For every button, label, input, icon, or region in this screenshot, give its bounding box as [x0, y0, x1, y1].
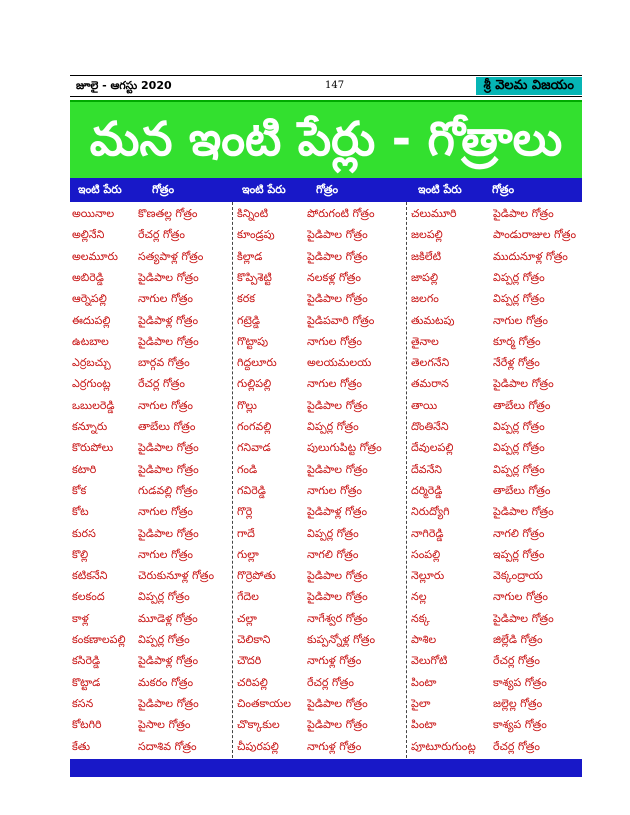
- table-row: [70, 268, 232, 288]
- table-row: [233, 438, 407, 458]
- gotram: నేరేళ్ల గోత్రం: [493, 356, 540, 370]
- gotram: కాశ్యప గోత్రం: [493, 718, 547, 732]
- gotram: నాగుల గోత్రం: [307, 377, 362, 391]
- table-row: [70, 396, 232, 416]
- gotram: పైడిపాల గోత్రం: [307, 718, 368, 732]
- table-row: [70, 587, 232, 607]
- table-row: [233, 332, 407, 352]
- table-row: [70, 630, 232, 650]
- gotram: నాగుల గోత్రం: [307, 334, 362, 348]
- surname: సంపల్లి: [411, 547, 441, 561]
- table-row: [407, 715, 583, 735]
- surname: కసిరెడ్డి: [72, 654, 101, 668]
- surname: పింటా: [411, 675, 437, 689]
- gotram: పైడిపాల గోత్రం: [493, 207, 554, 220]
- surname: తైనాల: [411, 334, 439, 348]
- page-number: 147: [325, 80, 345, 91]
- gotram: నాగేశ్వర గోత్రం: [307, 611, 368, 625]
- surname: గొర్రెపోతు: [237, 569, 276, 583]
- gotram: నాగుల గోత్రం: [138, 547, 193, 561]
- gotram: పైడిపాల గోత్రం: [493, 505, 554, 519]
- surname: తెలగనేని: [411, 356, 450, 370]
- table-row: [70, 247, 232, 267]
- gotram: పైడిపాల గోత్రం: [138, 334, 199, 348]
- column-header-name-1: ఇంటి పేరు: [78, 183, 122, 196]
- surname: ఎర్రగుంట్ల: [72, 377, 111, 391]
- table-row: [407, 289, 583, 309]
- table-row: [233, 481, 407, 501]
- table-row: [70, 289, 232, 309]
- surname: దర్మిరెడ్డి: [411, 483, 443, 497]
- gotram: నాగుల గోత్రం: [138, 505, 193, 519]
- table-row: [233, 460, 407, 480]
- surname: చొక్కాకుల: [237, 718, 280, 732]
- surname: పాశిల: [411, 633, 437, 646]
- table-row: [407, 545, 583, 565]
- table-header-bar: [70, 178, 582, 202]
- magazine-name: శ్రీ వెలమ విజయం: [476, 77, 582, 95]
- gotram: బార్గవ గోత్రం: [138, 356, 190, 370]
- surname: అయినాల: [72, 207, 115, 220]
- gotram: సదాశివ గోత్రం: [138, 739, 197, 753]
- surname: పింటా: [411, 718, 437, 732]
- table-row: [233, 630, 407, 650]
- table-row: [70, 417, 232, 437]
- table-row: [233, 247, 407, 267]
- surname: చరిపల్లి: [237, 675, 268, 689]
- surname: పైలా: [411, 696, 431, 710]
- gotram: విప్పర్ల గోత్రం: [138, 590, 190, 604]
- surname: కాళ్ల: [72, 611, 89, 625]
- table-row: [233, 311, 407, 331]
- table-row: [70, 545, 232, 565]
- surname: కురస: [72, 526, 96, 540]
- gotram: విప్పర్ల గోత్రం: [307, 420, 359, 433]
- surname: ఆర్నెపల్లి: [72, 292, 107, 306]
- surname: గేదెల: [237, 590, 259, 604]
- table-row: [70, 481, 232, 501]
- table-row: [70, 737, 232, 757]
- gotram: నాగుల గోత్రం: [307, 483, 362, 497]
- gotram: పైడిపాల గోత్రం: [138, 441, 199, 455]
- surname: గొర్లె: [237, 505, 253, 519]
- gotram: నాగలి గోత్రం: [493, 526, 545, 540]
- surname: జలపల్లి: [411, 228, 443, 242]
- table-row: [233, 204, 407, 224]
- column-header-gotram-2: గోత్రం: [316, 183, 339, 196]
- surname: తాయి: [411, 398, 438, 412]
- table-row: [407, 481, 583, 501]
- gotram: పైడిపాల గోత్రం: [493, 377, 554, 391]
- table-row: [407, 460, 583, 480]
- table-row: [70, 460, 232, 480]
- surname: నిరుద్యోగి: [411, 505, 450, 519]
- surname: కొరుపోలు: [72, 441, 114, 455]
- gotram: నాగుల గోత్రం: [493, 313, 548, 327]
- footer-bar: [70, 759, 582, 777]
- surname: కేతు: [72, 739, 91, 753]
- table-row: [407, 225, 583, 245]
- surname: కూండ్రపు: [237, 228, 275, 242]
- table-row: [70, 694, 232, 714]
- gotram: పైడిపాల గోత్రం: [307, 462, 368, 476]
- table-row: [70, 353, 232, 373]
- gotram: పైడిపాల గోత్రం: [307, 590, 368, 604]
- table-row: [233, 715, 407, 735]
- table-row: [233, 502, 407, 522]
- table-row: [70, 438, 232, 458]
- table-row: [70, 225, 232, 245]
- gotram: పైడిపాళ్ల గోత్రం: [138, 654, 199, 668]
- surname: కొప్పిశెట్టి: [237, 270, 272, 284]
- table-row: [70, 566, 232, 586]
- gotram: ముదునూళ్ల గోత్రం: [493, 249, 568, 263]
- surname: గుల్లా: [237, 547, 259, 561]
- gotram: పైడిపాల గోత్రం: [138, 696, 199, 710]
- surname: కోక: [72, 483, 87, 497]
- surname: అలమూరు: [72, 249, 118, 263]
- gotram: పోరుగంటి గోత్రం: [307, 207, 375, 220]
- table-row: [407, 396, 583, 416]
- gotram: మూడెళ్ల గోత్రం: [138, 611, 198, 625]
- surname: జలగం: [411, 292, 439, 306]
- table-row: [407, 694, 583, 714]
- surname: గాదే: [237, 526, 255, 540]
- gotram: పులుగుపిట్ట గోత్రం: [307, 441, 382, 455]
- gotram: పైడిపాళ్ల గోత్రం: [307, 505, 368, 519]
- surname-gotram-table: [70, 202, 582, 758]
- column-header-gotram-3: గోత్రం: [492, 183, 515, 196]
- table-row: [233, 417, 407, 437]
- surname: చెలికాని: [237, 633, 271, 646]
- table-row: [233, 268, 407, 288]
- surname: అబిరెడ్డి: [72, 270, 104, 284]
- gotram: కుప్పన్నోళ్ల గోత్రం: [307, 633, 376, 646]
- gotram: నాగుళ్ల గోత్రం: [307, 739, 362, 753]
- gotram: రేచర్ల గోత్రం: [138, 377, 185, 391]
- table-column-3: [406, 202, 583, 758]
- surname: కటారి: [72, 462, 97, 476]
- surname: గుల్లిపల్లి: [237, 377, 272, 391]
- table-row: [407, 651, 583, 671]
- surname: చీపురపల్లి: [237, 739, 279, 753]
- surname: కొట్టాడ: [72, 675, 101, 689]
- surname: ఒబులరెడ్డి: [72, 398, 115, 412]
- gotram: పైసాల గోత్రం: [138, 718, 191, 732]
- gotram: గుడవల్లి గోత్రం: [138, 483, 198, 497]
- table-row: [407, 737, 583, 757]
- surname: పూటూరుగుంట్ల: [411, 739, 476, 753]
- surname: కిల్లాడ: [237, 249, 263, 263]
- surname: దేవనేని: [411, 462, 443, 476]
- gotram: విప్పర్ల గోత్రం: [493, 441, 545, 455]
- gotram: ఇప్పర్ల గోత్రం: [493, 547, 545, 561]
- surname: నెల్లూరు: [411, 569, 445, 583]
- table-row: [407, 353, 583, 373]
- table-row: [407, 524, 583, 544]
- table-row: [407, 247, 583, 267]
- gotram: విప్పర్ల గోత్రం: [493, 292, 545, 306]
- surname: గొల్లు: [237, 398, 257, 412]
- surname: కటికనేని: [72, 569, 108, 583]
- surname: గంగవల్లి: [237, 420, 272, 433]
- table-row: [233, 609, 407, 629]
- table-row: [233, 289, 407, 309]
- gotram: తాబేలు గోత్రం: [493, 483, 551, 497]
- surname: గనివాడ: [237, 441, 271, 455]
- gotram: రేచర్ల గోత్రం: [493, 654, 540, 668]
- gotram: పైడిపాల గోత్రం: [307, 696, 368, 710]
- table-column-2: [232, 202, 407, 758]
- table-row: [233, 396, 407, 416]
- gotram: నాగుళ్ల గోత్రం: [307, 654, 362, 668]
- table-row: [233, 353, 407, 373]
- surname: చల్లా: [237, 611, 257, 625]
- gotram: పాండురాజుల గోత్రం: [493, 228, 577, 242]
- gotram: నాగుల గోత్రం: [493, 590, 548, 604]
- table-row: [70, 524, 232, 544]
- table-row: [407, 204, 583, 224]
- gotram: పైడిపాల గోత్రం: [493, 611, 554, 625]
- table-row: [407, 268, 583, 288]
- gotram: పైడిపవారి గోత్రం: [307, 313, 375, 327]
- gotram: జల్లెల్ల గోత్రం: [493, 696, 543, 710]
- table-row: [233, 524, 407, 544]
- gotram: విప్పర్ల గోత్రం: [493, 462, 545, 476]
- gotram: పైడిపాల గోత్రం: [138, 462, 199, 476]
- gotram: నాగుల గోత్రం: [138, 398, 193, 412]
- gotram: పైడిపాల గోత్రం: [307, 228, 368, 242]
- gotram: సత్యపాళ్ల గోత్రం: [138, 249, 204, 263]
- surname: కోట: [72, 505, 89, 519]
- table-row: [407, 673, 583, 693]
- surname: కంకణాలపల్లి: [72, 633, 126, 646]
- page-title: మన ఇంటి పేర్లు - గోత్రాలు: [89, 112, 563, 167]
- surname: చౌదరి: [237, 654, 262, 668]
- gotram: పైడిపాల గోత్రం: [307, 292, 368, 306]
- surname: కొల్లి: [72, 547, 89, 561]
- gotram: పైడిపాల గోత్రం: [307, 249, 368, 263]
- gotram: పైడిపాళ్ల గోత్రం: [138, 313, 199, 327]
- gotram: రేచర్ల గోత్రం: [138, 228, 185, 242]
- gotram: తాబేలు గోత్రం: [138, 420, 196, 433]
- gotram: విప్పర్ల గోత్రం: [307, 526, 359, 540]
- column-header-name-3: ఇంటి పేరు: [418, 183, 462, 196]
- gotram: కూర్మ గోత్రం: [493, 334, 541, 348]
- gotram: పైడిపాల గోత్రం: [307, 398, 368, 412]
- gotram: విప్పర్ల గోత్రం: [493, 420, 545, 433]
- table-row: [70, 715, 232, 735]
- table-column-1: [70, 202, 232, 758]
- table-row: [407, 438, 583, 458]
- gotram: నాగలి గోత్రం: [307, 547, 359, 561]
- table-row: [407, 311, 583, 331]
- gotram: పైడిపాల గోత్రం: [138, 270, 199, 284]
- table-row: [233, 374, 407, 394]
- issue-date: జూలై - ఆగస్టు 2020: [76, 79, 172, 92]
- table-row: [407, 587, 583, 607]
- column-header-gotram-1: గోత్రం: [152, 183, 175, 196]
- surname: గండి: [237, 462, 258, 476]
- gotram: కొణతల్ల గోత్రం: [138, 207, 198, 220]
- title-banner: [70, 100, 582, 182]
- surname: జకిలేటి: [411, 249, 442, 263]
- table-row: [233, 587, 407, 607]
- surname: చలుమూరి: [411, 207, 457, 220]
- table-row: [233, 225, 407, 245]
- surname: కరక: [237, 292, 256, 306]
- surname: గిద్దలూరు: [237, 356, 277, 370]
- table-row: [407, 332, 583, 352]
- surname: వెలుగోటి: [411, 654, 448, 668]
- table-row: [233, 651, 407, 671]
- gotram: పైడిపాల గోత్రం: [307, 569, 368, 583]
- table-row: [407, 374, 583, 394]
- gotram: నలకళ్ల గోత్రం: [307, 270, 361, 284]
- surname: ఈదుపల్లి: [72, 313, 111, 327]
- surname: తమరాన: [411, 377, 449, 391]
- table-row: [407, 502, 583, 522]
- surname: కోటగిరి: [72, 718, 102, 732]
- surname: దొంతినేని: [411, 420, 449, 433]
- table-row: [70, 651, 232, 671]
- surname: గవిరెడ్డి: [237, 483, 266, 497]
- gotram: తాబేలు గోత్రం: [493, 398, 551, 412]
- magazine-page: [70, 75, 582, 777]
- gotram: చెరుకునూళ్ల గోత్రం: [138, 569, 215, 583]
- page-header: [70, 75, 582, 97]
- table-row: [70, 609, 232, 629]
- surname: నల్ల: [411, 590, 427, 604]
- table-row: [407, 630, 583, 650]
- table-row: [233, 673, 407, 693]
- gotram: రేచర్ల గోత్రం: [493, 739, 540, 753]
- table-row: [70, 332, 232, 352]
- gotram: రేచర్ల గోత్రం: [307, 675, 354, 689]
- table-row: [233, 694, 407, 714]
- surname: నక్క: [411, 611, 430, 625]
- table-row: [233, 566, 407, 586]
- surname: అల్లినేని: [72, 228, 105, 242]
- column-header-name-2: ఇంటి పేరు: [242, 183, 286, 196]
- surname: కిన్నింటి: [237, 207, 269, 220]
- gotram: మకరం గోత్రం: [138, 675, 194, 689]
- table-row: [70, 204, 232, 224]
- surname: కసన: [72, 696, 94, 710]
- surname: ఉటబాల: [72, 334, 109, 348]
- gotram: జిల్లేడి గోత్రం: [493, 633, 543, 646]
- gotram: వెక్కంద్రాయ: [493, 569, 543, 583]
- surname: ఎర్రబచ్చు: [72, 356, 111, 370]
- gotram: విప్పర్ల గోత్రం: [493, 270, 545, 284]
- gotram: విప్పర్ల గోత్రం: [138, 633, 190, 646]
- surname: దేవులపల్లి: [411, 441, 454, 455]
- surname: గొట్టాపు: [237, 334, 269, 348]
- surname: నాగిరెడ్డి: [411, 526, 444, 540]
- table-row: [70, 374, 232, 394]
- table-row: [70, 502, 232, 522]
- table-row: [70, 673, 232, 693]
- gotram: అలయమలయ: [307, 356, 372, 370]
- table-row: [233, 545, 407, 565]
- gotram: కాశ్యప గోత్రం: [493, 675, 547, 689]
- gotram: పైడిపాల గోత్రం: [138, 526, 199, 540]
- table-row: [407, 566, 583, 586]
- surname: గట్రెడ్డి: [237, 313, 261, 327]
- table-row: [407, 417, 583, 437]
- table-row: [233, 737, 407, 757]
- table-row: [70, 311, 232, 331]
- table-row: [407, 609, 583, 629]
- surname: కన్నూరు: [72, 420, 108, 433]
- gotram: నాగుల గోత్రం: [138, 292, 193, 306]
- surname: కలకంద: [72, 590, 105, 604]
- surname: తుమటపు: [411, 313, 455, 327]
- surname: చింతకాయల: [237, 696, 292, 710]
- surname: జాపల్లి: [411, 270, 439, 284]
